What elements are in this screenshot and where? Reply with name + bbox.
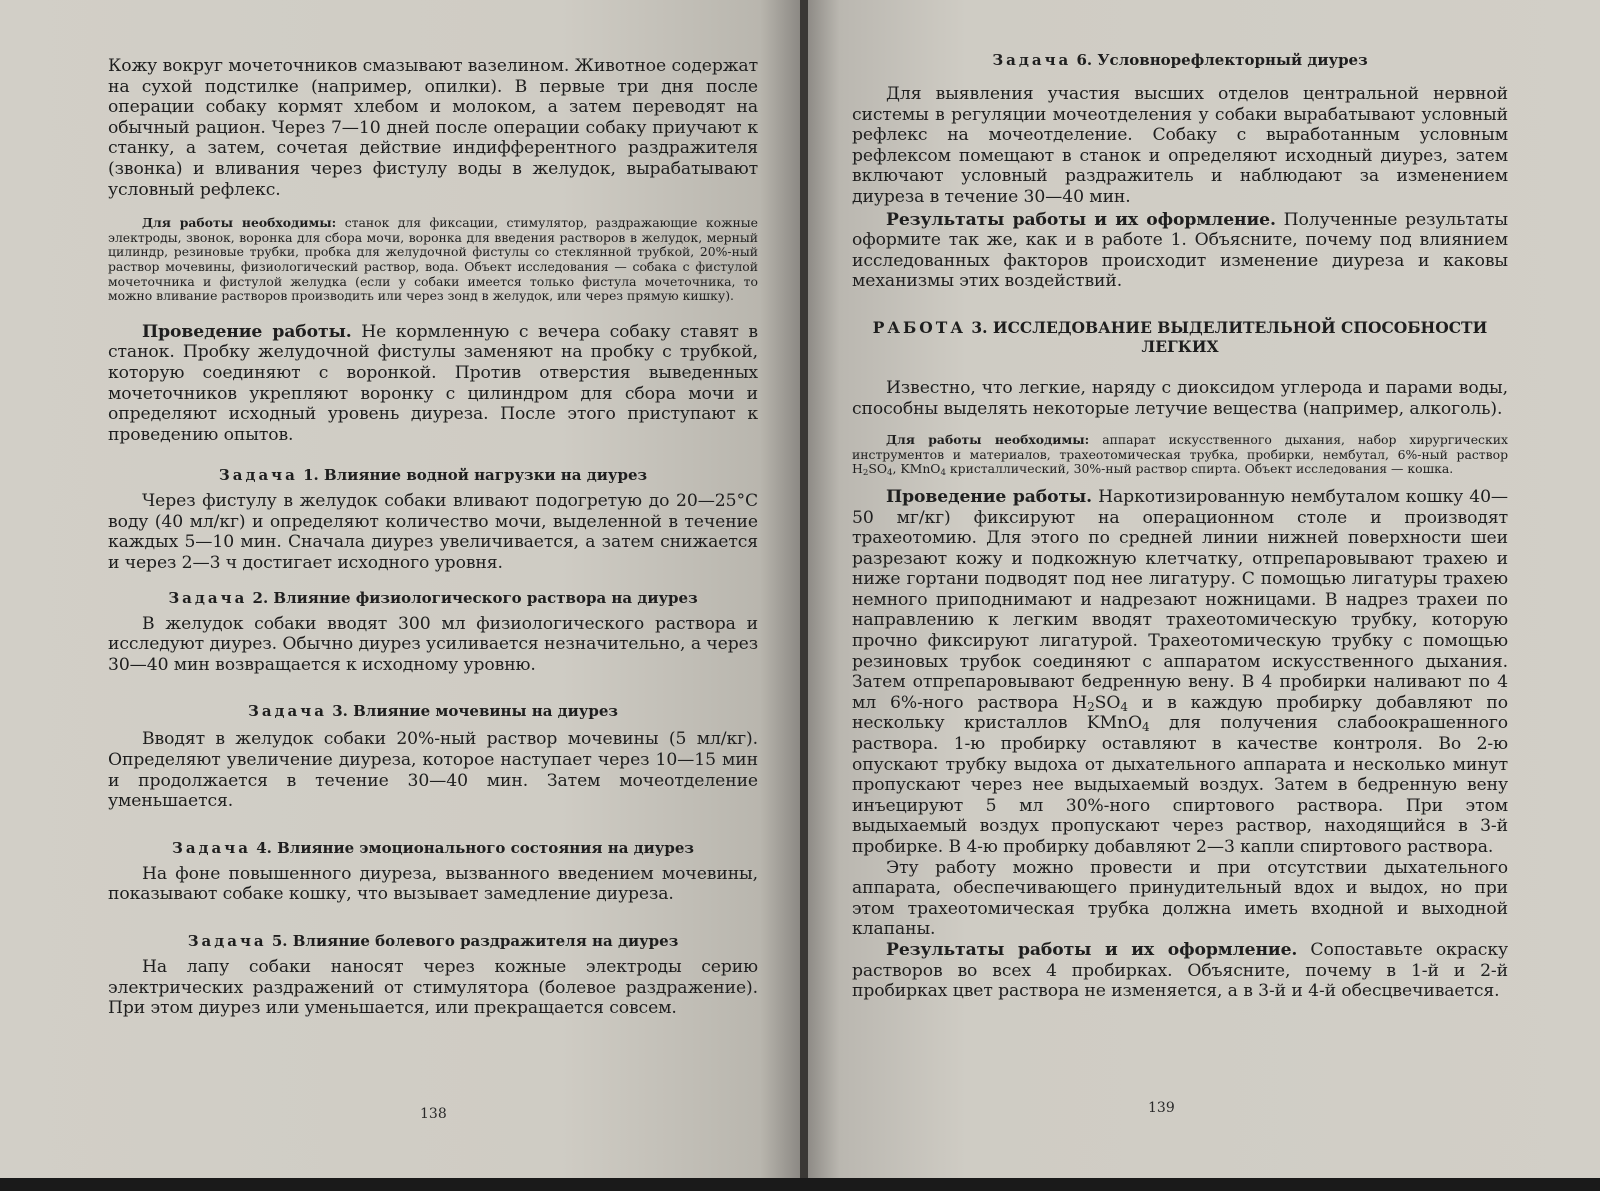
task-6-text: Для выявления участия высших отделов центральной нервной системы в регуляции мочеотделения у собаки вырабатывают условный рефлекс на мочеотделение. Собаку с выработанным условным рефлексом помещают в станок и определяют исходный диурез, затем включают условный раздражитель и наблюдают за изменением диуреза в течение 30—40 мин. <box>852 84 1508 207</box>
results-2-paragraph <box>852 940 1508 1002</box>
procedure-paragraph <box>108 322 758 446</box>
task-6-heading: Задача 6. Условнорефлекторный диурез <box>992 51 1368 69</box>
work-3-intro: Известно, что легкие, наряду с диоксидом углерода и парами воды, способны выделять некоторые летучие вещества (например, алкоголь). <box>852 377 1508 419</box>
work-3-procedure: Проведение работы. Наркотизированную нембуталом кошку 40—50 мг/кг) фиксируют на операционном столе и производят трахеотомию. Для этого по средней линии нижней поверхности шеи разрезают кожу и подкожную клетчатку, отпрепаровывают трахею и ниже гортани подводят под нее лигатуру. С помощью лигатуры трахею немного приподнимают и надрезают ножницами. В надрез трахеи по направлению к легким вводят трахеотомическую трубку, которую прочно фиксируют лигатурой. Трахеотомическую трубку с помощью резиновых трубок соединяют с аппаратом искусственного дыхания. Затем отпрепаровывают бедренную вену. В 4 пробирки наливают по 4 мл 6%-ного раствора $H_2SO_4$ и в каждую пробирку добавляют по нескольку кристаллов KMnO$_4$ для получения слабоокрашенного раствора. 1-ю пробирку оставляют в качестве контроля. Во 2-ю опускают трубку выдоха от дыхательного аппарата и несколько минут пропускают через нее выдыхаемый воздух. Затем в бедренную вену инъецируют 5 мл 30%-ного спиртового раствора. При этом выдыхаемый воздух пропускают через раствор, находящийся в 3-й пробирке. В 4-ю пробирку добавляют 2—3 капли спиртового раствора. <box>852 486 1509 857</box>
task-2-text: В желудок собаки вводят 300 мл физиологического раствора и исследуют диурез. Обычно диурез усиливается незначительно, а через 30—40 мин возвращается к исходному уровню. <box>108 613 758 675</box>
right-page-column <box>852 50 1508 1002</box>
results-1-paragraph <box>852 210 1508 292</box>
task-4-heading: Задача 4. Влияние эмоционального состояния на диурез <box>172 838 694 857</box>
page-number-right: 139 <box>1148 1100 1175 1116</box>
task-4-text: На фоне повышенного диуреза, вызванного введением мочевины, показывают собаке кошку, что вызывает замедление диуреза. <box>108 863 758 905</box>
task-1-text: Через фистулу в желудок собаки вливают подогретую до 20—25°С воду (40 мл/кг) и определяют количество мочи, выделенной в течение каждых 5—10 мин. Сначала диурез увеличивается, а затем снижается и через 2—3 ч достигает исходного уровня. <box>108 491 758 574</box>
materials-text: станок для фиксации, стимулятор, раздражающие кожные электроды, звонок, воронка для сбора мочи, воронка для введения растворов в желудок, мерный цилиндр, резиновые трубки, пробка для желудочной фистулы со стеклянной трубкой, 20%-ный раствор мочевины, физиологический раствор, вода. Объект исследования — собака с фистулой мочеточника и фистулой желудка (если у собаки имеется только фистула мочеточника, то можно вливание растворов производить или через зонд в желудок, или через прямую кишку). <box>108 215 758 304</box>
page-number-left: 138 <box>420 1106 447 1122</box>
book-gutter <box>800 0 808 1178</box>
results-1-lead: Результаты работы и их оформление. <box>886 209 1276 230</box>
task-3-heading: Задача 3. Влияние мочевины на диурез <box>248 702 618 721</box>
procedure-lead: Проведение работы. <box>142 321 352 342</box>
left-page-column <box>108 56 758 1019</box>
task-1-heading: Задача 1. Влияние водной нагрузки на диурез <box>218 466 648 485</box>
procedure-text: Не кормленную с вечера собаку ставят в станок. Пробку желудочной фистулы заменяют на пробку с трубкой, которую соединяют с воронкой. Против отверстия выведенных мочеточников укрепляют воронку с цилиндром для сбора мочи и определяют исходный уровень диуреза. После этого приступают к проведению опытов. <box>108 321 759 445</box>
task-5-heading: Задача 5. Влияние болевого раздражителя на диурез <box>187 932 679 950</box>
left-page <box>0 0 800 1178</box>
materials-lead: Для работы необходимы: <box>142 215 337 231</box>
results-2-lead: Результаты работы и их оформление. <box>886 939 1298 960</box>
work-3-heading: РАБОТА 3. ИССЛЕДОВАНИЕ ВЫДЕЛИТЕЛЬНОЙ СПОСОБНОСТИ ЛЕГКИХ <box>872 317 1488 356</box>
intro-paragraph: Кожу вокруг мочеточников смазывают вазелином. Животное содержат на сухой подстилке (например, опилки). В первые три дня после операции собаку кормят хлебом и молоком, а затем переводят на обычный рацион. Через 7—10 дней после операции собаку приучают к станку, а затем, сочетая действие индифферентного раздражителя (звонка) и вливания через фистулу воды в желудок, вырабатывают условный рефлекс. <box>108 56 758 200</box>
results-1-text: Полученные результаты оформите так же, как и в работе 1. Объясните, почему под влиянием исследованных факторов происходит изменение диуреза и каковы механизмы этих воздействий. <box>852 209 1508 292</box>
work-3-materials-lead: Для работы необходимы: <box>886 432 1090 448</box>
task-2-heading: Задача 2. Влияние физиологического раствора на диурез <box>168 588 698 607</box>
work-3-alternative: Эту работу можно провести и при отсутствии дыхательного аппарата, обеспечивающего принудительный вдох и выдох, но при этом трахеотомическая трубка должна иметь входной и выходной клапаны. <box>852 857 1508 940</box>
materials-paragraph <box>108 216 758 304</box>
work-3-materials: Для работы необходимы: аппарат искусственного дыхания, набор хирургических инструментов и материалов, трахеотомическая трубка, пробирки, нембутал, 6%-ный раствор $H_2SO_4$, KMnO$_4$ кристаллический, 30%-ный раствор спирта. Объект исследования — кошка. <box>852 432 1508 479</box>
work-3-procedure-lead: Проведение работы. <box>886 486 1093 507</box>
task-5-text: На лапу собаки наносят через кожные электроды серию электрических раздражений от стимулятора (болевое раздражение). При этом диурез или уменьшается, или прекращается совсем. <box>108 957 758 1019</box>
results-2-text: Сопоставьте окраску растворов во всех 4 пробирках. Объясните, почему в 1-й и 2-й пробирках цвет раствора не изменяется, а в 3-й и 4-й обесцвечивается. <box>852 939 1508 1002</box>
task-3-text: Вводят в желудок собаки 20%-ный раствор мочевины (5 мл/кг). Определяют увеличение диуреза, которое наступает через 10—15 мин и продолжается в течение 30—40 мин. Затем мочеотделение уменьшается. <box>108 729 758 812</box>
right-page <box>808 0 1600 1178</box>
